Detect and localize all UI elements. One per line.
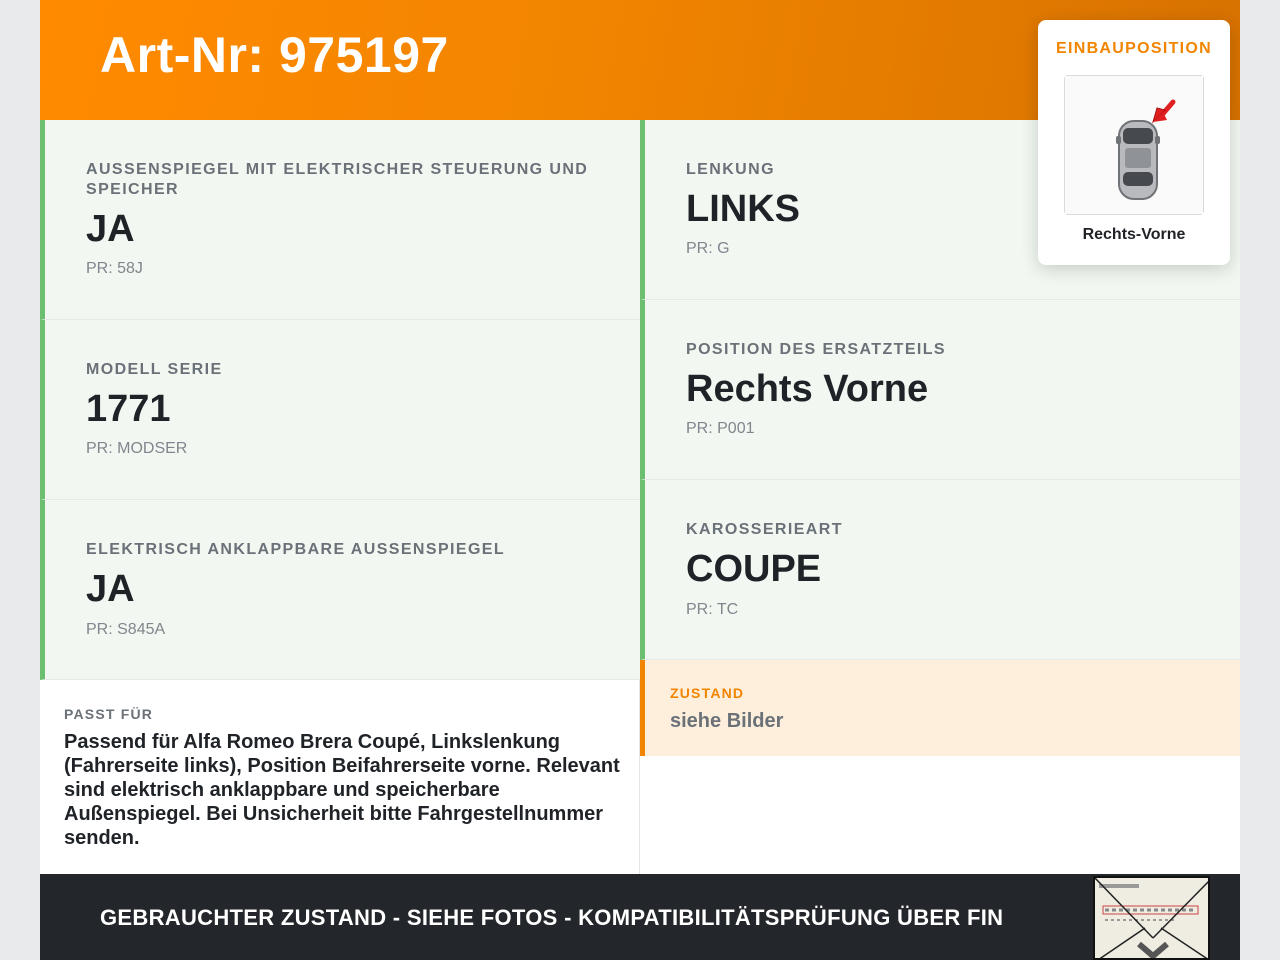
attribute-label: POSITION DES ERSATZTEILS — [686, 341, 946, 358]
attribute-cell-part-position — [640, 300, 1240, 480]
attribute-value: COUPE — [686, 548, 822, 590]
attribute-label: LENKUNG — [686, 161, 775, 178]
attribute-value: Rechts Vorne — [686, 368, 929, 410]
mounting-position-caption: Rechts-Vorne — [1082, 226, 1186, 243]
attribute-label: ELEKTRISCH ANKLAPPBARE AUSSENSPIEGEL — [86, 541, 506, 558]
footer-text: GEBRAUCHTER ZUSTAND - SIEHE FOTOS - KOMPATIBILITÄTSPRÜFUNG ÜBER FIN — [100, 905, 1004, 930]
attribute-cell-model-series — [40, 320, 640, 500]
attribute-pr-code: PR: S845A — [86, 621, 166, 638]
condition-label: ZUSTAND — [670, 685, 745, 701]
attribute-label: MODELL SERIE — [86, 361, 223, 378]
fits-for-section — [40, 680, 640, 874]
car-top-view-icon — [1065, 76, 1203, 214]
fits-for-text: Passend für Alfa Romeo Brera Coupé, Linkslenkung (Fahrerseite links), Position Beifahrerseite vorne. Relevant sind elektrisch anklappbare und speicherbare Außenspiegel. Bei Unsicherheit bitte Fahrgestellnummer senden. — [64, 731, 620, 849]
attribute-label: KAROSSERIEART — [686, 521, 843, 538]
article-number-title: Art-Nr: 975197 — [100, 27, 449, 83]
fits-for-label: PASST FÜR — [64, 706, 154, 722]
condition-value: siehe Bilder — [670, 710, 784, 732]
attribute-cell-mirror-memory — [40, 120, 640, 320]
attribute-pr-code: PR: MODSER — [86, 440, 188, 457]
attribute-cell-body-type — [640, 480, 1240, 660]
page — [40, 0, 1240, 960]
attribute-pr-code: PR: 58J — [86, 260, 143, 277]
attribute-value: LINKS — [686, 188, 800, 230]
attribute-value: JA — [86, 208, 135, 250]
attribute-pr-code: PR: P001 — [686, 420, 755, 437]
left-column — [40, 120, 640, 680]
footer-banner — [40, 874, 1240, 960]
vehicle-document-thumbnail[interactable] — [1093, 876, 1210, 960]
mounting-position-image[interactable] — [1064, 75, 1204, 215]
attribute-pr-code: PR: G — [686, 240, 730, 257]
attribute-value: 1771 — [86, 388, 171, 430]
condition-box — [640, 660, 1240, 756]
attribute-value: JA — [86, 568, 135, 610]
attribute-label: AUSSENSPIEGEL MIT ELEKTRISCHER STEUERUNG UND SPEICHER — [86, 161, 589, 198]
mounting-position-card — [1038, 20, 1230, 265]
document-image — [1095, 878, 1210, 960]
attribute-pr-code: PR: TC — [686, 601, 739, 618]
attribute-cell-folding-mirror — [40, 500, 640, 680]
mounting-position-label: EINBAUPOSITION — [1056, 40, 1212, 57]
